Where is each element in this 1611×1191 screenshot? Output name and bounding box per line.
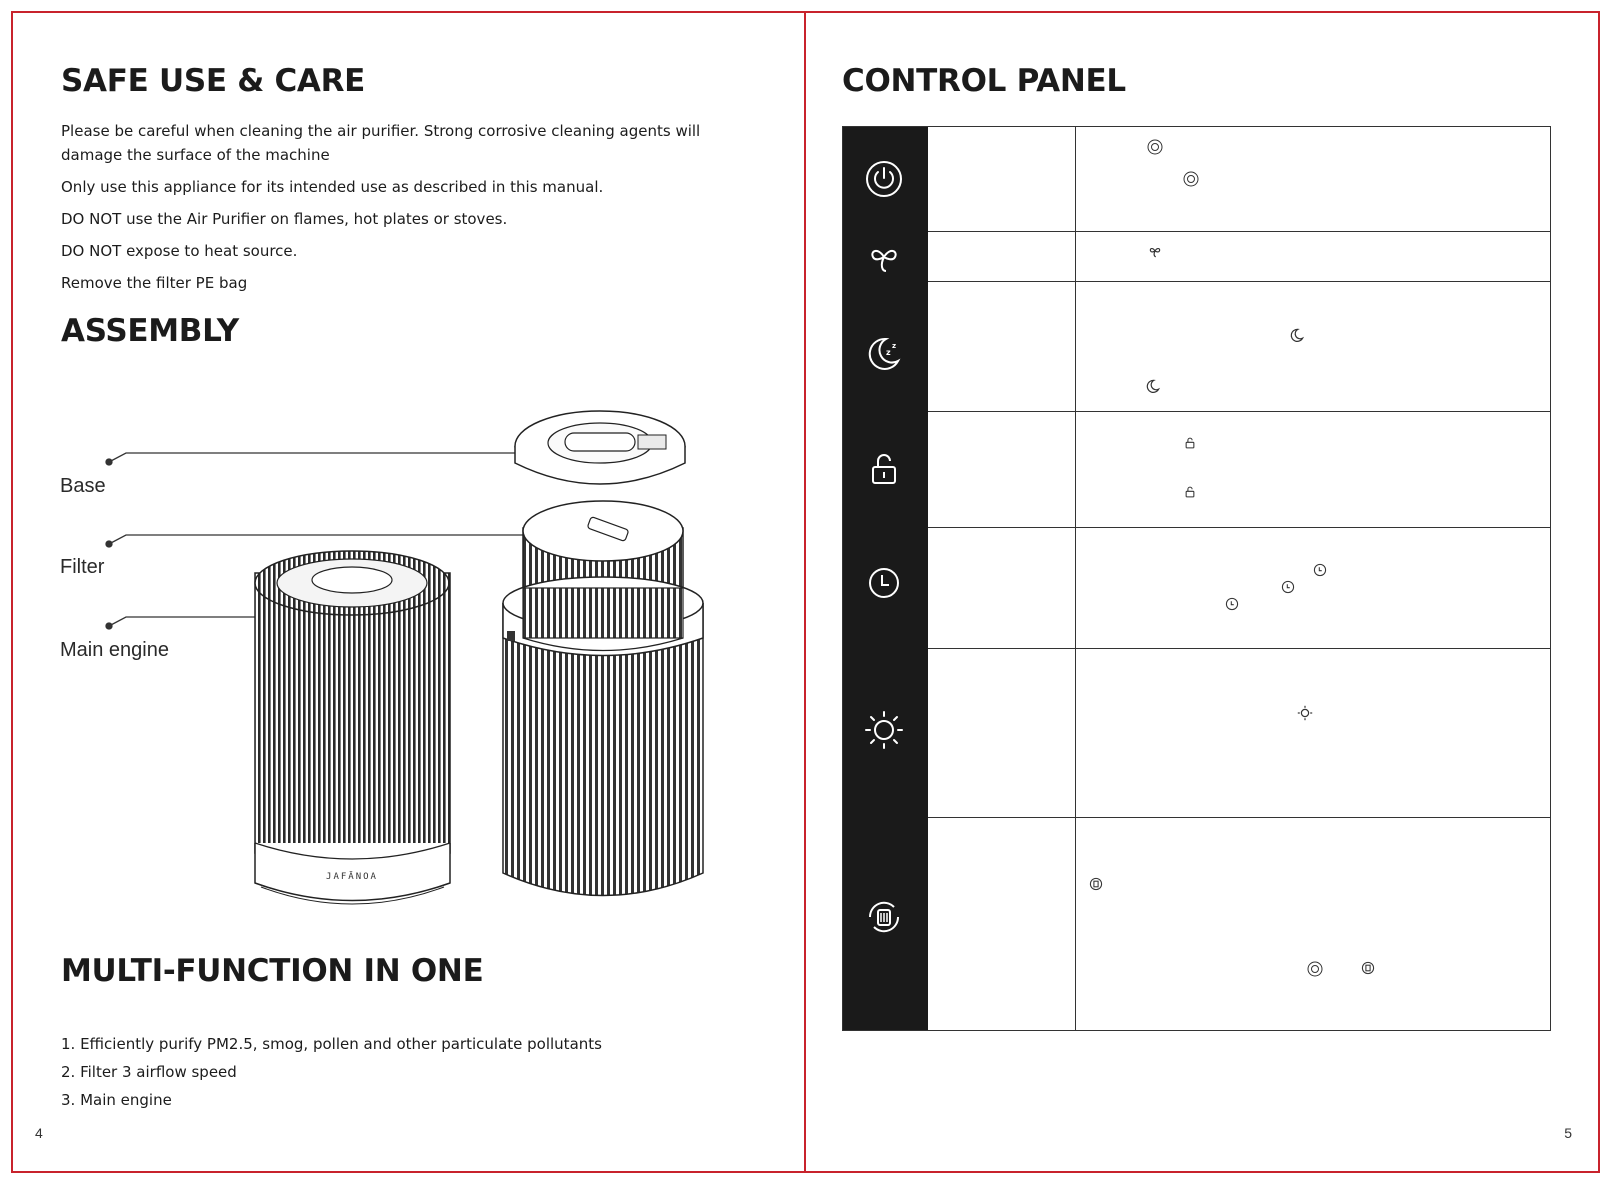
- feature-item: 2. Filter 3 airflow speed: [61, 1063, 237, 1081]
- filter-reset-icon: [864, 897, 904, 937]
- row-child-lock: [843, 411, 1550, 527]
- power-mini-icon: [1147, 139, 1163, 155]
- fan-mini-icon: [1147, 243, 1163, 259]
- safe-use-list: [61, 119, 761, 303]
- power-icon: [864, 159, 904, 199]
- filter-reset-mini-icon: [1361, 961, 1375, 975]
- safe-use-item: DO NOT expose to heat source.: [61, 242, 298, 260]
- lock-mini-icon: [1183, 435, 1197, 451]
- feature-item: 3. Main engine: [61, 1091, 172, 1109]
- light-icon: [864, 710, 904, 750]
- row-power: [843, 127, 1550, 231]
- svg-text:z: z: [886, 348, 891, 357]
- safe-use-item: Only use this appliance for its intended use as described in this manual.: [61, 178, 604, 196]
- brand-logo: JAFĀNOA: [326, 872, 378, 882]
- row-light: [843, 648, 1550, 817]
- leader-base: [106, 453, 520, 465]
- timer-icon: [864, 563, 904, 603]
- assembled-purifier-drawing: [255, 551, 450, 904]
- sleep-mini-icon: [1145, 378, 1161, 394]
- row-timer: [843, 527, 1550, 648]
- page-right: [804, 11, 1600, 1173]
- sleep-mode-icon: [864, 333, 904, 373]
- control-panel-table: [842, 126, 1551, 1031]
- row-filter-reset: [843, 817, 1550, 1032]
- control-panel-title: CONTROL PANEL: [842, 63, 1126, 99]
- row-fan-speed: [843, 231, 1550, 281]
- safe-use-item: Please be careful when cleaning the air purifier. Strong corrosive cleaning agents will damage the surface of the machine: [61, 122, 701, 164]
- filter-reset-mini-icon: [1089, 877, 1103, 891]
- timer-mini-icon: [1313, 563, 1327, 577]
- safe-use-title: SAFE USE & CARE: [61, 63, 366, 99]
- label-main-engine: Main engine: [60, 639, 169, 661]
- power-mini-icon: [1183, 171, 1199, 187]
- timer-mini-icon: [1225, 597, 1239, 611]
- feature-item: 1. Efficiently purify PM2.5, smog, pollen and other particulate pollutants: [61, 1035, 602, 1053]
- page-left: [11, 11, 806, 1173]
- leader-main-engine: [106, 617, 258, 629]
- child-lock-icon: [864, 449, 904, 489]
- safe-use-item: Remove the filter PE bag: [61, 274, 248, 292]
- light-mini-icon: [1297, 705, 1313, 721]
- label-base: Base: [60, 475, 106, 497]
- label-filter: Filter: [60, 556, 105, 578]
- safe-use-item: DO NOT use the Air Purifier on flames, hot plates or stoves.: [61, 210, 508, 228]
- svg-text:z: z: [892, 342, 897, 350]
- exploded-purifier-drawing: [503, 411, 703, 896]
- page-number: 5: [1564, 1125, 1572, 1141]
- timer-mini-icon: [1281, 580, 1295, 594]
- fan-speed-icon: [864, 237, 904, 277]
- lock-mini-icon: [1183, 484, 1197, 500]
- multi-function-list: [61, 1030, 602, 1114]
- row-sleep: [843, 281, 1550, 411]
- leader-filter: [106, 535, 535, 547]
- sleep-mini-icon: [1289, 327, 1305, 343]
- multi-function-title: MULTI-FUNCTION IN ONE: [61, 953, 484, 989]
- power-mini-icon: [1307, 961, 1323, 977]
- assembly-title: ASSEMBLY: [61, 313, 239, 349]
- page-number: 4: [35, 1125, 43, 1141]
- assembly-diagram: [13, 373, 808, 933]
